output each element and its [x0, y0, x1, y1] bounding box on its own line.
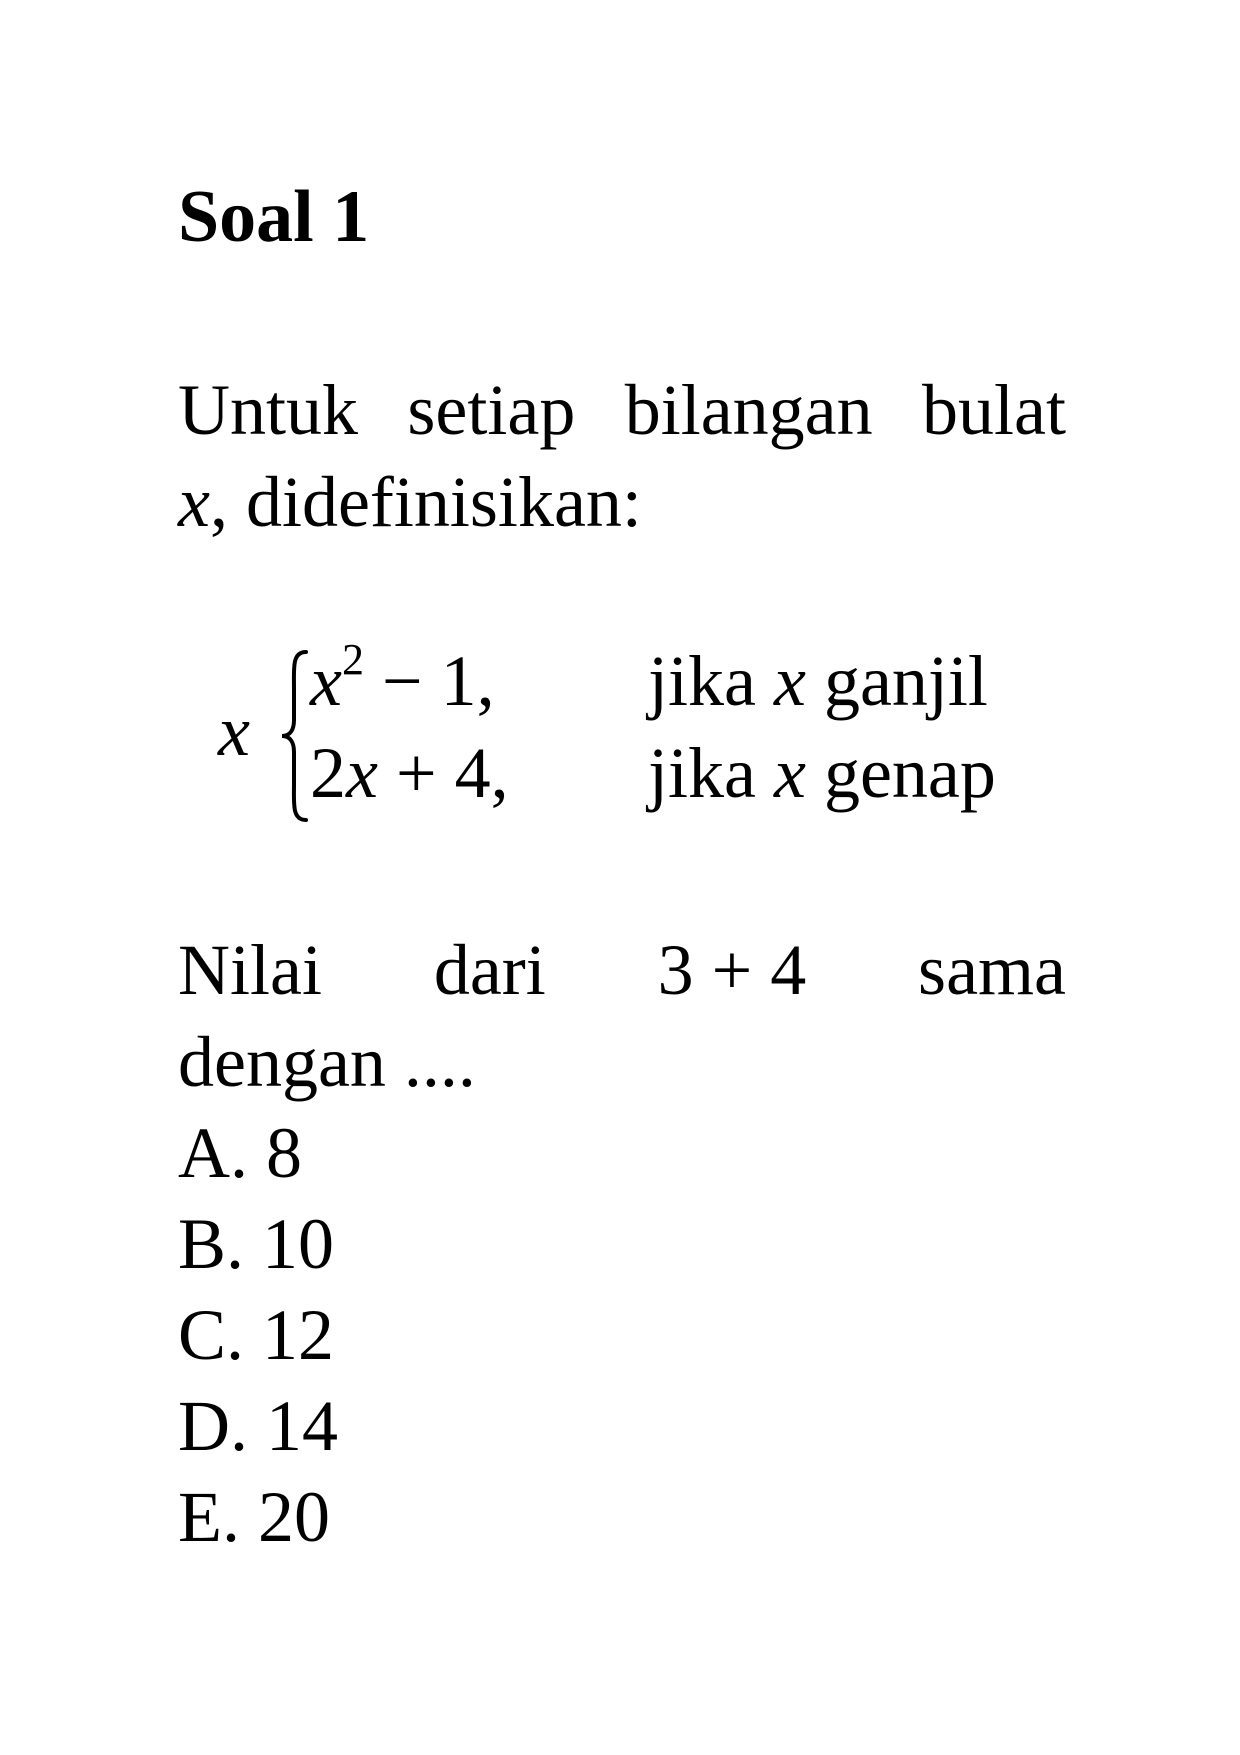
- intro-line-1: [178, 364, 1066, 456]
- intro-word: bulat: [922, 370, 1066, 450]
- option-e[interactable]: E. 20: [178, 1477, 330, 1557]
- piecewise-row-odd: [310, 635, 988, 723]
- odd-expression: [310, 635, 630, 723]
- question-word: 3 + 4: [657, 930, 807, 1010]
- cond-prefix: jika: [648, 733, 774, 813]
- option-b[interactable]: B. 10: [178, 1204, 335, 1284]
- option-d[interactable]: D. 14: [178, 1386, 338, 1466]
- question-line-2: dengan ....: [178, 1022, 476, 1102]
- exponent: 2: [341, 635, 364, 684]
- even-expression: [310, 732, 630, 815]
- cond-suffix: genap: [805, 733, 996, 813]
- question-paragraph: [178, 924, 1066, 1108]
- intro-word: setiap: [407, 370, 576, 450]
- question-line-1: [178, 924, 1066, 1016]
- cond-prefix: jika: [648, 641, 774, 721]
- curly-brace-icon: [280, 648, 310, 824]
- question-word: sama: [918, 930, 1066, 1010]
- intro-rest: , didefinisikan:: [209, 462, 642, 542]
- expr-variable: x: [346, 733, 378, 813]
- question-title: Soal 1: [178, 176, 370, 258]
- even-condition: [648, 732, 996, 815]
- intro-word: bilangan: [624, 370, 873, 450]
- piecewise-row-even: [310, 732, 996, 815]
- option-a[interactable]: A. 8: [178, 1113, 302, 1193]
- cond-variable: x: [773, 733, 806, 813]
- question-word: dari: [433, 930, 546, 1010]
- intro-paragraph: [178, 364, 1066, 548]
- cond-suffix: ganjil: [805, 641, 988, 721]
- intro-variable: x: [178, 462, 210, 542]
- intro-word: Untuk: [178, 370, 358, 450]
- piecewise-variable: x: [218, 691, 250, 771]
- piecewise-function: [218, 635, 1118, 830]
- option-c[interactable]: C. 12: [178, 1295, 335, 1375]
- expr-coefficient: 2: [310, 733, 346, 813]
- expr-tail: + 4,: [377, 733, 509, 813]
- answer-options: [178, 1108, 338, 1563]
- expr-variable: x: [310, 641, 342, 721]
- intro-line-2: [178, 456, 1066, 548]
- question-word: Nilai: [178, 930, 322, 1010]
- cond-variable: x: [773, 641, 806, 721]
- odd-condition: [648, 640, 988, 723]
- expr-tail: − 1,: [363, 641, 495, 721]
